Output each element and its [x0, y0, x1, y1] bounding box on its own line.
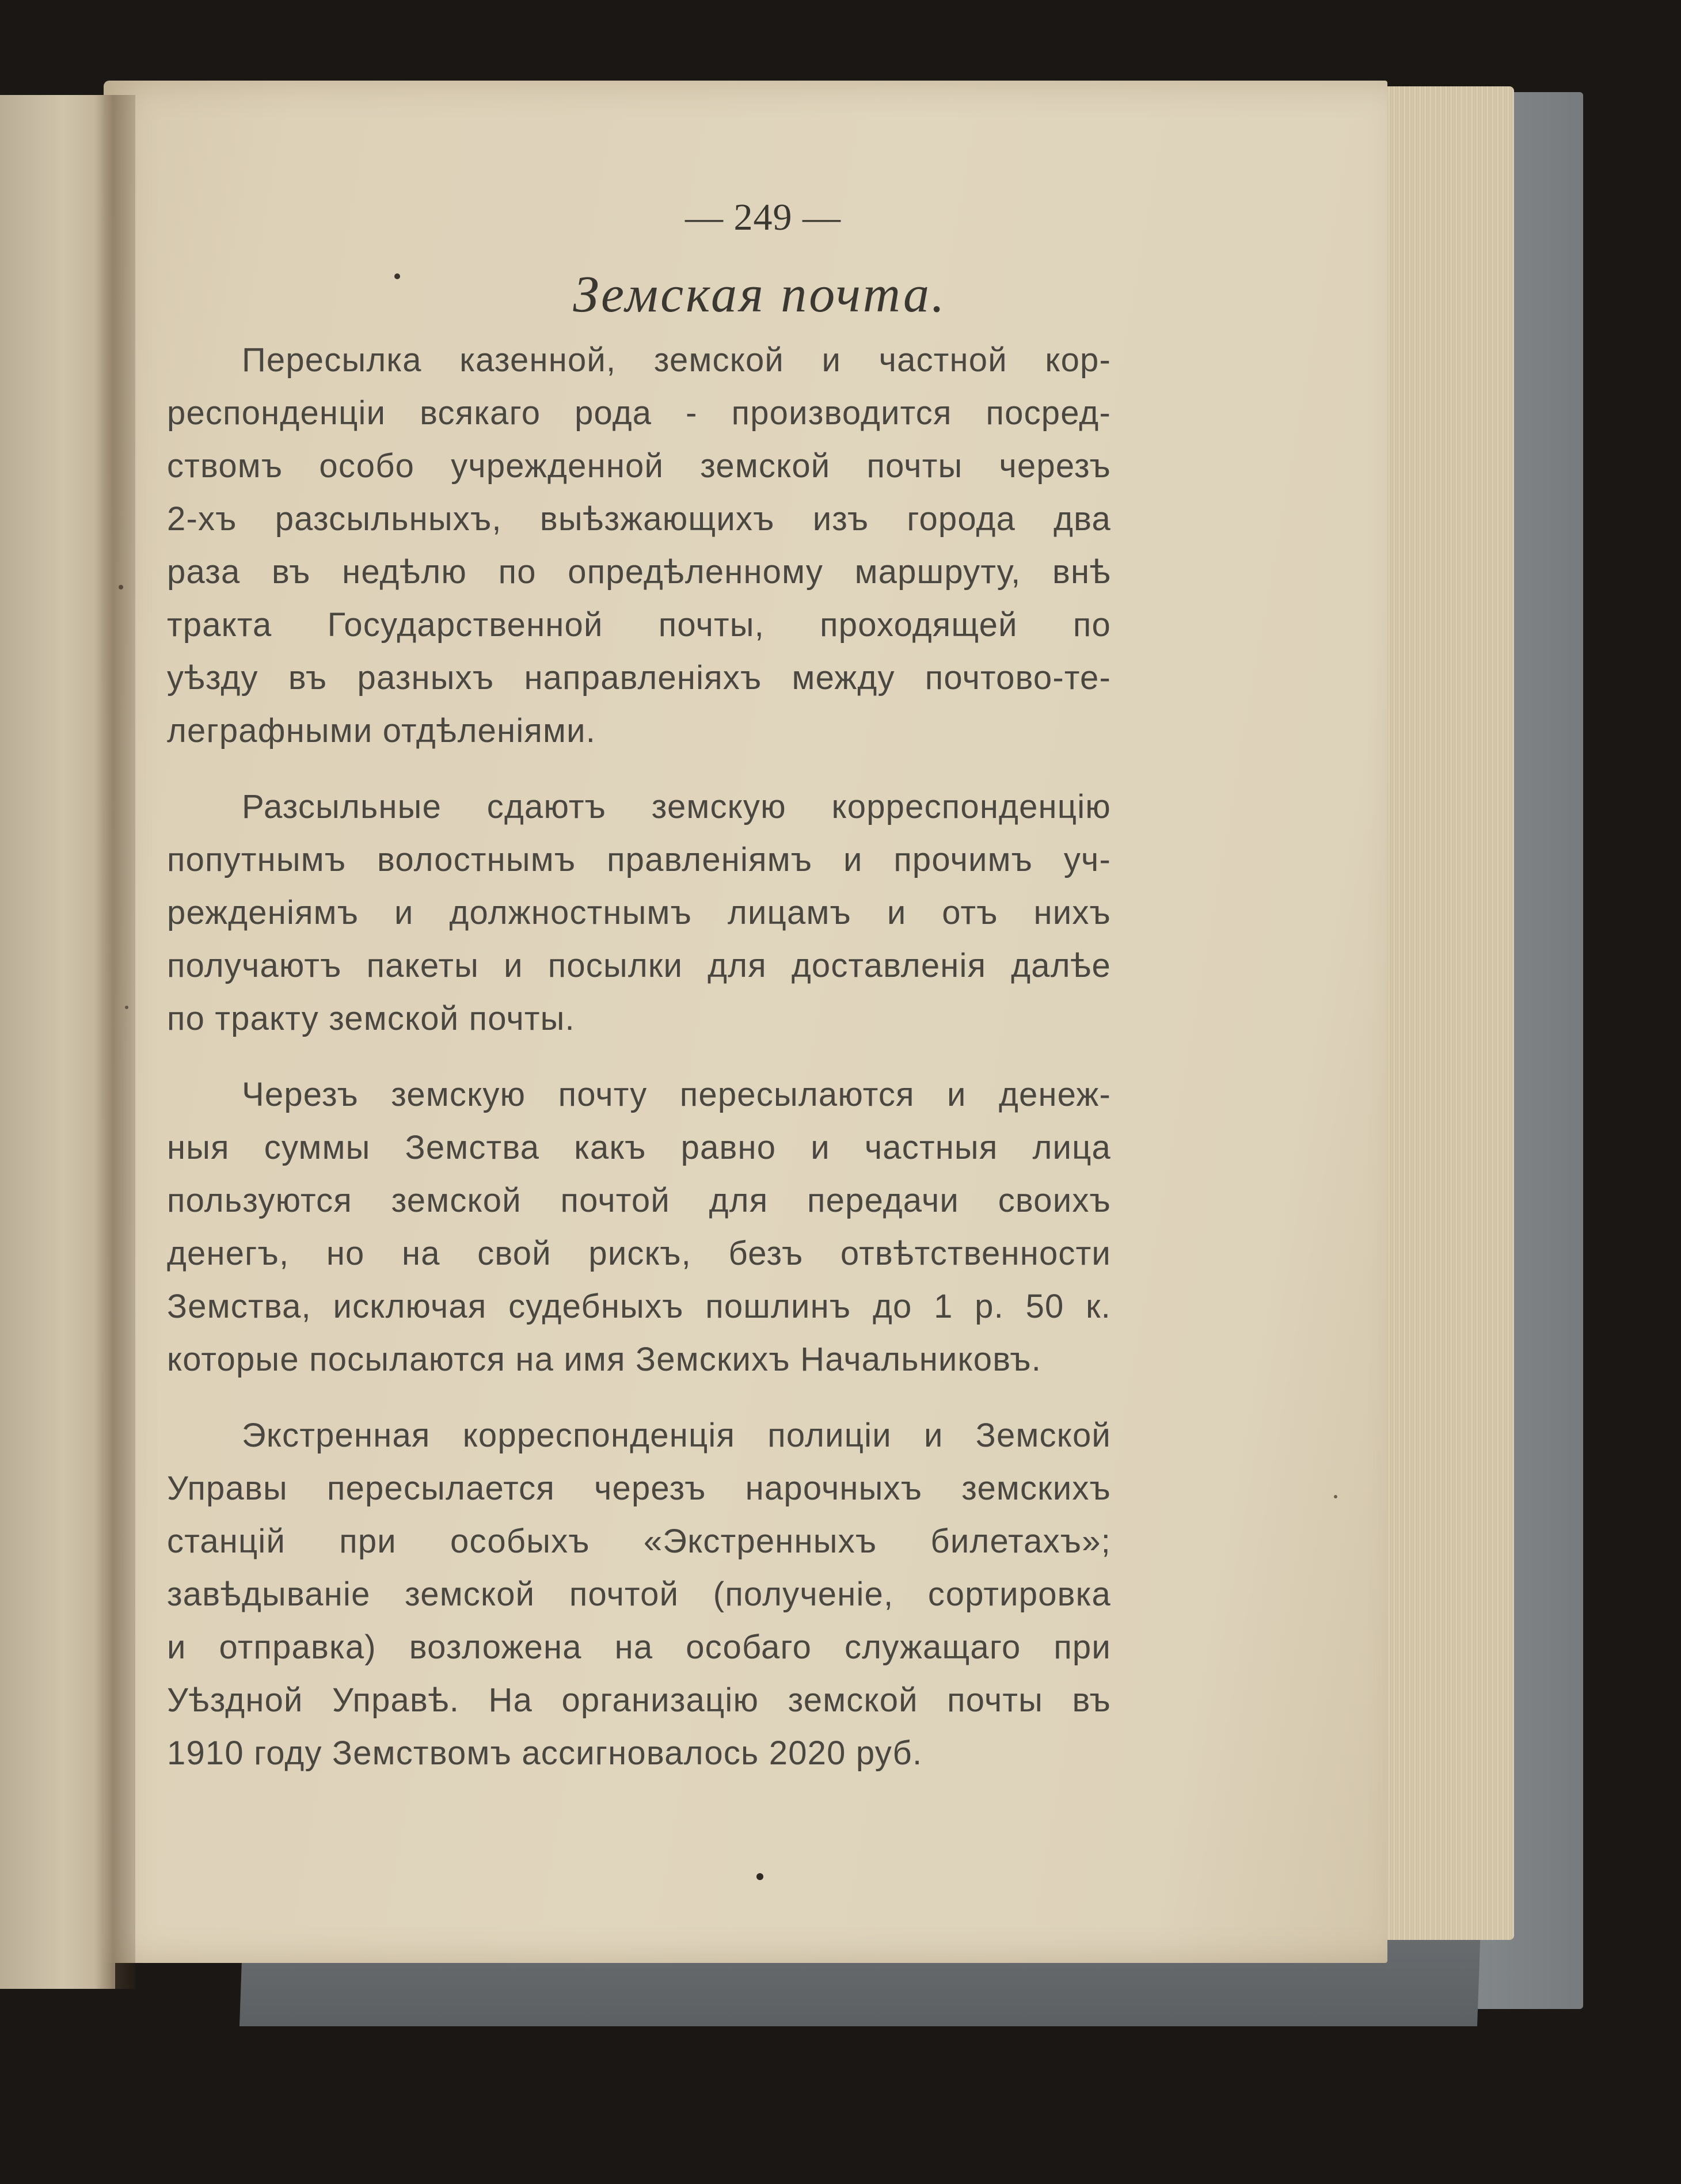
speck [1334, 1495, 1337, 1498]
text-line: 2-хъ разсыльныхъ, выѣзжающихъ изъ города два [167, 500, 1111, 538]
text-line: режденіямъ и должностнымъ лицамъ и отъ нихъ [167, 894, 1111, 931]
page-gutter-shadow [95, 95, 135, 1989]
text-line: 1910 году Земствомъ ассигновалось 2020 руб. [167, 1734, 923, 1772]
speck [394, 273, 400, 279]
text-line: ныя суммы Земства какъ равно и частныя лица [167, 1129, 1111, 1166]
page-edges [1370, 86, 1514, 1940]
speck [756, 1873, 763, 1880]
text-line: ствомъ особо учрежденной земской почты черезъ [167, 447, 1111, 485]
text-line: станцій при особыхъ «Экстренныхъ билетахъ»; [167, 1523, 1111, 1560]
text-line: Земства, исключая судебныхъ пошлинъ до 1 р. 50 к. [167, 1288, 1111, 1325]
text-line: уѣзду въ разныхъ направленіяхъ между почтово-те- [167, 659, 1111, 697]
page-number: — 249 — [685, 196, 841, 238]
text-line: Разсыльные сдаютъ земскую корреспонденцію [242, 788, 1111, 825]
text-line: по тракту земской почты. [167, 1000, 575, 1037]
text-line: раза въ недѣлю по опредѣленному маршруту, внѣ [167, 553, 1111, 591]
text-line: денегъ, но на свой рискъ, безъ отвѣтственности [167, 1235, 1111, 1272]
text-line: и отправка) возложена на особаго служащаго при [167, 1629, 1111, 1666]
text-line: которые посылаются на имя Земскихъ Начальниковъ. [167, 1341, 1042, 1378]
text-line: тракта Государственной почты, проходящей по [167, 606, 1111, 644]
text-line: леграфными отдѣленіями. [167, 712, 596, 749]
paper-specks [104, 81, 1387, 1963]
text-line: Пересылка казенной, земской и частной кор- [242, 341, 1111, 379]
text-line: Управы пересылается черезъ нарочныхъ земскихъ [167, 1470, 1111, 1507]
text-line: респонденціи всякаго рода - производится посред- [167, 394, 1111, 432]
text-line: получаютъ пакеты и посылки для доставленія далѣе [167, 947, 1111, 984]
text-line: Экстренная корреспонденція полиціи и Земской [242, 1417, 1111, 1454]
text-line: завѣдываніе земской почтой (полученіе, сортировка [167, 1576, 1111, 1613]
text-line: Черезъ земскую почту пересылаются и денеж- [242, 1076, 1111, 1113]
page-heading: Земская почта. [573, 266, 947, 323]
text-line: пользуются земской почтой для передачи своихъ [167, 1182, 1111, 1219]
text-line: попутнымъ волостнымъ правленіямъ и прочимъ уч- [167, 841, 1111, 878]
text-line: Уѣздной Управѣ. На организацію земской почты въ [167, 1681, 1111, 1719]
book-page [104, 81, 1387, 1963]
